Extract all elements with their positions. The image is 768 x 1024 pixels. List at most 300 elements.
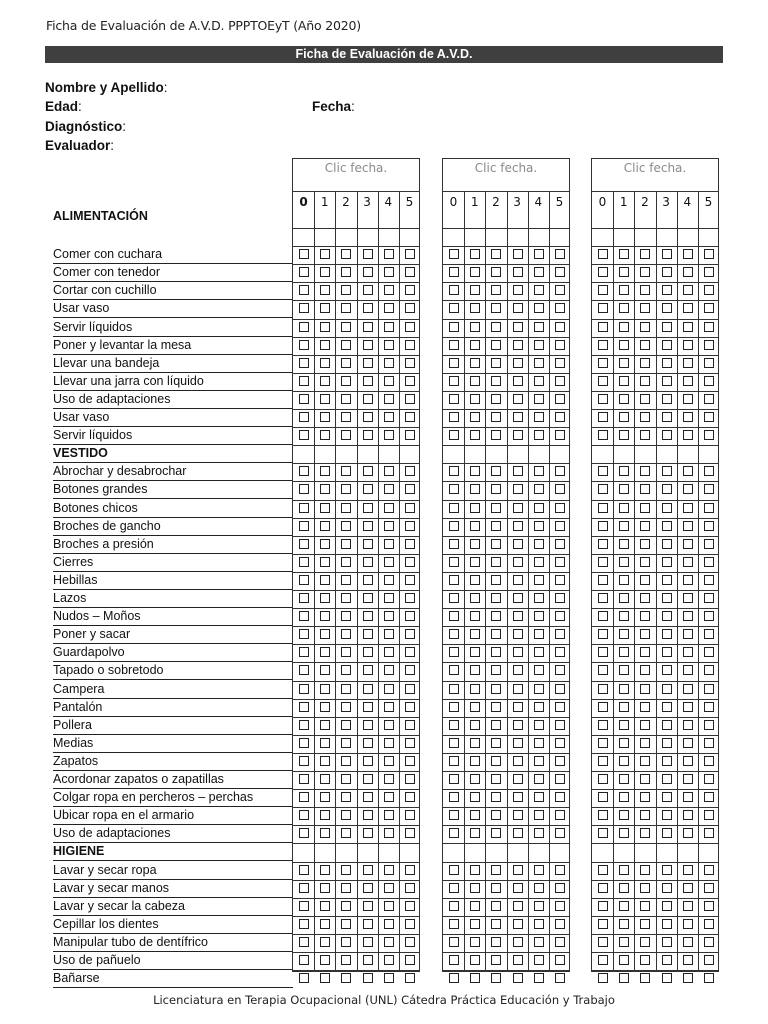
- score-checkbox[interactable]: [598, 484, 608, 494]
- score-checkbox[interactable]: [341, 647, 351, 657]
- score-checkbox[interactable]: [449, 647, 459, 657]
- score-checkbox[interactable]: [640, 521, 650, 531]
- score-checkbox[interactable]: [534, 684, 544, 694]
- score-checkbox[interactable]: [320, 684, 330, 694]
- score-checkbox[interactable]: [640, 647, 650, 657]
- score-checkbox[interactable]: [299, 919, 309, 929]
- diagnostico-field[interactable]: [45, 119, 126, 134]
- score-checkbox[interactable]: [619, 575, 629, 585]
- score-checkbox[interactable]: [598, 937, 608, 947]
- score-checkbox[interactable]: [662, 828, 672, 838]
- score-checkbox[interactable]: [384, 901, 394, 911]
- score-checkbox[interactable]: [405, 484, 415, 494]
- score-checkbox[interactable]: [640, 340, 650, 350]
- score-checkbox[interactable]: [470, 756, 480, 766]
- score-checkbox[interactable]: [320, 828, 330, 838]
- score-checkbox[interactable]: [299, 611, 309, 621]
- score-checkbox[interactable]: [384, 557, 394, 567]
- score-checkbox[interactable]: [513, 412, 523, 422]
- score-checkbox[interactable]: [363, 267, 373, 277]
- score-checkbox[interactable]: [470, 322, 480, 332]
- score-checkbox[interactable]: [320, 394, 330, 404]
- score-checkbox[interactable]: [662, 521, 672, 531]
- score-checkbox[interactable]: [384, 358, 394, 368]
- score-checkbox[interactable]: [491, 738, 501, 748]
- score-checkbox[interactable]: [555, 340, 565, 350]
- score-checkbox[interactable]: [341, 394, 351, 404]
- score-checkbox[interactable]: [640, 792, 650, 802]
- score-checkbox[interactable]: [555, 919, 565, 929]
- score-checkbox[interactable]: [384, 430, 394, 440]
- score-checkbox[interactable]: [534, 865, 544, 875]
- score-checkbox[interactable]: [598, 267, 608, 277]
- score-checkbox[interactable]: [384, 919, 394, 929]
- score-checkbox[interactable]: [405, 503, 415, 513]
- score-checkbox[interactable]: [363, 593, 373, 603]
- score-checkbox[interactable]: [299, 466, 309, 476]
- score-checkbox[interactable]: [449, 358, 459, 368]
- score-checkbox[interactable]: [555, 322, 565, 332]
- score-checkbox[interactable]: [555, 539, 565, 549]
- score-checkbox[interactable]: [491, 358, 501, 368]
- score-checkbox[interactable]: [405, 358, 415, 368]
- score-checkbox[interactable]: [449, 828, 459, 838]
- score-checkbox[interactable]: [320, 919, 330, 929]
- score-checkbox[interactable]: [662, 267, 672, 277]
- score-checkbox[interactable]: [299, 340, 309, 350]
- score-checkbox[interactable]: [320, 973, 330, 983]
- score-checkbox[interactable]: [704, 593, 714, 603]
- score-checkbox[interactable]: [491, 539, 501, 549]
- score-checkbox[interactable]: [683, 973, 693, 983]
- score-checkbox[interactable]: [704, 738, 714, 748]
- score-checkbox[interactable]: [662, 484, 672, 494]
- score-checkbox[interactable]: [405, 684, 415, 694]
- score-checkbox[interactable]: [405, 412, 415, 422]
- score-checkbox[interactable]: [449, 575, 459, 585]
- score-checkbox[interactable]: [363, 720, 373, 730]
- score-checkbox[interactable]: [470, 503, 480, 513]
- score-checkbox[interactable]: [640, 774, 650, 784]
- score-checkbox[interactable]: [299, 267, 309, 277]
- score-checkbox[interactable]: [640, 430, 650, 440]
- score-checkbox[interactable]: [341, 267, 351, 277]
- score-checkbox[interactable]: [640, 322, 650, 332]
- score-checkbox[interactable]: [470, 865, 480, 875]
- score-checkbox[interactable]: [683, 285, 693, 295]
- score-checkbox[interactable]: [534, 412, 544, 422]
- score-checkbox[interactable]: [491, 792, 501, 802]
- score-checkbox[interactable]: [555, 973, 565, 983]
- score-checkbox[interactable]: [299, 684, 309, 694]
- score-checkbox[interactable]: [405, 774, 415, 784]
- score-checkbox[interactable]: [449, 792, 459, 802]
- score-checkbox[interactable]: [341, 774, 351, 784]
- score-checkbox[interactable]: [640, 466, 650, 476]
- score-checkbox[interactable]: [341, 521, 351, 531]
- score-checkbox[interactable]: [598, 629, 608, 639]
- score-checkbox[interactable]: [449, 430, 459, 440]
- score-checkbox[interactable]: [555, 611, 565, 621]
- score-checkbox[interactable]: [405, 593, 415, 603]
- score-checkbox[interactable]: [405, 394, 415, 404]
- score-checkbox[interactable]: [662, 412, 672, 422]
- score-checkbox[interactable]: [619, 865, 629, 875]
- score-checkbox[interactable]: [598, 738, 608, 748]
- score-checkbox[interactable]: [555, 937, 565, 947]
- score-checkbox[interactable]: [598, 810, 608, 820]
- score-checkbox[interactable]: [704, 919, 714, 929]
- score-checkbox[interactable]: [341, 738, 351, 748]
- score-checkbox[interactable]: [555, 503, 565, 513]
- score-checkbox[interactable]: [299, 865, 309, 875]
- score-checkbox[interactable]: [683, 629, 693, 639]
- score-checkbox[interactable]: [470, 702, 480, 712]
- score-checkbox[interactable]: [598, 684, 608, 694]
- score-checkbox[interactable]: [491, 412, 501, 422]
- score-checkbox[interactable]: [704, 756, 714, 766]
- score-checkbox[interactable]: [299, 249, 309, 259]
- score-checkbox[interactable]: [619, 521, 629, 531]
- score-checkbox[interactable]: [513, 593, 523, 603]
- nombre-field[interactable]: [45, 80, 168, 95]
- score-checkbox[interactable]: [598, 828, 608, 838]
- score-checkbox[interactable]: [384, 865, 394, 875]
- score-checkbox[interactable]: [534, 358, 544, 368]
- score-checkbox[interactable]: [683, 883, 693, 893]
- score-checkbox[interactable]: [704, 466, 714, 476]
- score-checkbox[interactable]: [363, 774, 373, 784]
- score-checkbox[interactable]: [683, 720, 693, 730]
- score-checkbox[interactable]: [341, 611, 351, 621]
- score-checkbox[interactable]: [619, 593, 629, 603]
- score-checkbox[interactable]: [384, 575, 394, 585]
- score-checkbox[interactable]: [662, 394, 672, 404]
- score-checkbox[interactable]: [363, 647, 373, 657]
- score-checkbox[interactable]: [534, 430, 544, 440]
- score-checkbox[interactable]: [470, 684, 480, 694]
- evaluador-field[interactable]: [45, 138, 114, 153]
- score-checkbox[interactable]: [704, 303, 714, 313]
- score-checkbox[interactable]: [662, 684, 672, 694]
- score-checkbox[interactable]: [341, 684, 351, 694]
- score-checkbox[interactable]: [662, 539, 672, 549]
- score-checkbox[interactable]: [704, 358, 714, 368]
- score-checkbox[interactable]: [619, 792, 629, 802]
- score-checkbox[interactable]: [704, 865, 714, 875]
- score-checkbox[interactable]: [662, 792, 672, 802]
- score-checkbox[interactable]: [449, 394, 459, 404]
- score-checkbox[interactable]: [341, 901, 351, 911]
- score-checkbox[interactable]: [341, 973, 351, 983]
- date-picker[interactable]: Clic fecha.: [592, 159, 718, 192]
- score-checkbox[interactable]: [619, 901, 629, 911]
- score-checkbox[interactable]: [640, 267, 650, 277]
- score-checkbox[interactable]: [704, 720, 714, 730]
- score-checkbox[interactable]: [299, 738, 309, 748]
- score-checkbox[interactable]: [513, 557, 523, 567]
- score-checkbox[interactable]: [704, 484, 714, 494]
- score-checkbox[interactable]: [449, 937, 459, 947]
- score-checkbox[interactable]: [363, 340, 373, 350]
- score-checkbox[interactable]: [534, 521, 544, 531]
- score-checkbox[interactable]: [405, 883, 415, 893]
- score-checkbox[interactable]: [513, 684, 523, 694]
- score-checkbox[interactable]: [704, 810, 714, 820]
- score-checkbox[interactable]: [363, 484, 373, 494]
- score-checkbox[interactable]: [662, 901, 672, 911]
- score-checkbox[interactable]: [341, 955, 351, 965]
- score-checkbox[interactable]: [534, 629, 544, 639]
- score-checkbox[interactable]: [704, 521, 714, 531]
- score-checkbox[interactable]: [341, 539, 351, 549]
- score-checkbox[interactable]: [341, 828, 351, 838]
- score-checkbox[interactable]: [683, 774, 693, 784]
- score-checkbox[interactable]: [704, 430, 714, 440]
- score-checkbox[interactable]: [513, 303, 523, 313]
- score-checkbox[interactable]: [384, 810, 394, 820]
- score-checkbox[interactable]: [598, 358, 608, 368]
- score-checkbox[interactable]: [619, 285, 629, 295]
- score-checkbox[interactable]: [299, 503, 309, 513]
- score-checkbox[interactable]: [405, 249, 415, 259]
- score-checkbox[interactable]: [341, 376, 351, 386]
- score-checkbox[interactable]: [640, 303, 650, 313]
- score-checkbox[interactable]: [640, 810, 650, 820]
- score-checkbox[interactable]: [513, 828, 523, 838]
- score-checkbox[interactable]: [619, 955, 629, 965]
- score-checkbox[interactable]: [363, 285, 373, 295]
- score-checkbox[interactable]: [534, 720, 544, 730]
- score-checkbox[interactable]: [320, 322, 330, 332]
- score-checkbox[interactable]: [683, 249, 693, 259]
- score-checkbox[interactable]: [363, 575, 373, 585]
- score-checkbox[interactable]: [341, 702, 351, 712]
- score-checkbox[interactable]: [320, 756, 330, 766]
- score-checkbox[interactable]: [363, 738, 373, 748]
- score-checkbox[interactable]: [513, 539, 523, 549]
- score-checkbox[interactable]: [534, 955, 544, 965]
- score-checkbox[interactable]: [513, 629, 523, 639]
- score-checkbox[interactable]: [299, 937, 309, 947]
- score-checkbox[interactable]: [619, 322, 629, 332]
- score-checkbox[interactable]: [320, 901, 330, 911]
- score-checkbox[interactable]: [662, 340, 672, 350]
- score-checkbox[interactable]: [640, 557, 650, 567]
- score-checkbox[interactable]: [470, 883, 480, 893]
- score-checkbox[interactable]: [449, 955, 459, 965]
- score-checkbox[interactable]: [320, 521, 330, 531]
- score-checkbox[interactable]: [662, 738, 672, 748]
- score-checkbox[interactable]: [299, 828, 309, 838]
- score-checkbox[interactable]: [598, 901, 608, 911]
- score-checkbox[interactable]: [384, 503, 394, 513]
- score-checkbox[interactable]: [405, 720, 415, 730]
- score-checkbox[interactable]: [534, 557, 544, 567]
- score-checkbox[interactable]: [683, 539, 693, 549]
- score-checkbox[interactable]: [449, 665, 459, 675]
- score-checkbox[interactable]: [619, 774, 629, 784]
- score-checkbox[interactable]: [683, 865, 693, 875]
- score-checkbox[interactable]: [405, 267, 415, 277]
- score-checkbox[interactable]: [405, 629, 415, 639]
- score-checkbox[interactable]: [405, 322, 415, 332]
- score-checkbox[interactable]: [341, 865, 351, 875]
- score-checkbox[interactable]: [683, 684, 693, 694]
- score-checkbox[interactable]: [662, 702, 672, 712]
- score-checkbox[interactable]: [341, 412, 351, 422]
- score-checkbox[interactable]: [405, 285, 415, 295]
- score-checkbox[interactable]: [449, 412, 459, 422]
- score-checkbox[interactable]: [619, 484, 629, 494]
- score-checkbox[interactable]: [341, 593, 351, 603]
- score-checkbox[interactable]: [405, 901, 415, 911]
- score-checkbox[interactable]: [320, 430, 330, 440]
- score-checkbox[interactable]: [470, 973, 480, 983]
- score-checkbox[interactable]: [491, 611, 501, 621]
- score-checkbox[interactable]: [683, 322, 693, 332]
- score-checkbox[interactable]: [320, 774, 330, 784]
- score-checkbox[interactable]: [384, 883, 394, 893]
- score-checkbox[interactable]: [555, 738, 565, 748]
- score-checkbox[interactable]: [555, 376, 565, 386]
- score-checkbox[interactable]: [363, 412, 373, 422]
- score-checkbox[interactable]: [662, 430, 672, 440]
- score-checkbox[interactable]: [598, 611, 608, 621]
- score-checkbox[interactable]: [363, 611, 373, 621]
- score-checkbox[interactable]: [683, 828, 693, 838]
- score-checkbox[interactable]: [704, 611, 714, 621]
- score-checkbox[interactable]: [704, 684, 714, 694]
- score-checkbox[interactable]: [491, 665, 501, 675]
- score-checkbox[interactable]: [470, 430, 480, 440]
- score-checkbox[interactable]: [449, 267, 459, 277]
- score-checkbox[interactable]: [470, 901, 480, 911]
- score-checkbox[interactable]: [470, 774, 480, 784]
- score-checkbox[interactable]: [534, 611, 544, 621]
- score-checkbox[interactable]: [619, 720, 629, 730]
- score-checkbox[interactable]: [384, 249, 394, 259]
- score-checkbox[interactable]: [513, 285, 523, 295]
- score-checkbox[interactable]: [384, 521, 394, 531]
- score-checkbox[interactable]: [320, 376, 330, 386]
- score-checkbox[interactable]: [619, 810, 629, 820]
- score-checkbox[interactable]: [299, 810, 309, 820]
- score-checkbox[interactable]: [683, 521, 693, 531]
- score-checkbox[interactable]: [470, 539, 480, 549]
- score-checkbox[interactable]: [470, 665, 480, 675]
- score-checkbox[interactable]: [405, 340, 415, 350]
- score-checkbox[interactable]: [491, 702, 501, 712]
- score-checkbox[interactable]: [598, 919, 608, 929]
- score-checkbox[interactable]: [640, 720, 650, 730]
- score-checkbox[interactable]: [662, 665, 672, 675]
- score-checkbox[interactable]: [320, 466, 330, 476]
- score-checkbox[interactable]: [299, 484, 309, 494]
- score-checkbox[interactable]: [299, 901, 309, 911]
- score-checkbox[interactable]: [363, 973, 373, 983]
- score-checkbox[interactable]: [683, 937, 693, 947]
- score-checkbox[interactable]: [299, 774, 309, 784]
- score-checkbox[interactable]: [662, 285, 672, 295]
- score-checkbox[interactable]: [299, 575, 309, 585]
- score-checkbox[interactable]: [704, 249, 714, 259]
- score-checkbox[interactable]: [513, 503, 523, 513]
- score-checkbox[interactable]: [534, 738, 544, 748]
- score-checkbox[interactable]: [513, 774, 523, 784]
- score-checkbox[interactable]: [363, 521, 373, 531]
- score-checkbox[interactable]: [513, 358, 523, 368]
- score-checkbox[interactable]: [384, 629, 394, 639]
- score-checkbox[interactable]: [619, 883, 629, 893]
- score-checkbox[interactable]: [534, 756, 544, 766]
- score-checkbox[interactable]: [363, 810, 373, 820]
- score-checkbox[interactable]: [491, 955, 501, 965]
- score-checkbox[interactable]: [513, 955, 523, 965]
- score-checkbox[interactable]: [534, 901, 544, 911]
- score-checkbox[interactable]: [640, 901, 650, 911]
- score-checkbox[interactable]: [320, 340, 330, 350]
- score-checkbox[interactable]: [363, 937, 373, 947]
- score-checkbox[interactable]: [704, 973, 714, 983]
- score-checkbox[interactable]: [555, 955, 565, 965]
- score-checkbox[interactable]: [513, 720, 523, 730]
- score-checkbox[interactable]: [662, 865, 672, 875]
- score-checkbox[interactable]: [662, 503, 672, 513]
- score-checkbox[interactable]: [640, 629, 650, 639]
- score-checkbox[interactable]: [449, 322, 459, 332]
- score-checkbox[interactable]: [683, 376, 693, 386]
- score-checkbox[interactable]: [598, 466, 608, 476]
- score-checkbox[interactable]: [320, 937, 330, 947]
- score-checkbox[interactable]: [341, 919, 351, 929]
- score-checkbox[interactable]: [683, 955, 693, 965]
- score-checkbox[interactable]: [598, 340, 608, 350]
- score-checkbox[interactable]: [534, 340, 544, 350]
- score-checkbox[interactable]: [470, 611, 480, 621]
- score-checkbox[interactable]: [491, 267, 501, 277]
- score-checkbox[interactable]: [619, 539, 629, 549]
- score-checkbox[interactable]: [384, 774, 394, 784]
- score-checkbox[interactable]: [513, 484, 523, 494]
- score-checkbox[interactable]: [341, 665, 351, 675]
- score-checkbox[interactable]: [513, 394, 523, 404]
- score-checkbox[interactable]: [534, 466, 544, 476]
- score-checkbox[interactable]: [384, 340, 394, 350]
- score-checkbox[interactable]: [619, 702, 629, 712]
- score-checkbox[interactable]: [384, 322, 394, 332]
- score-checkbox[interactable]: [405, 955, 415, 965]
- score-checkbox[interactable]: [513, 376, 523, 386]
- score-checkbox[interactable]: [662, 249, 672, 259]
- score-checkbox[interactable]: [704, 267, 714, 277]
- score-checkbox[interactable]: [683, 575, 693, 585]
- score-checkbox[interactable]: [405, 647, 415, 657]
- score-checkbox[interactable]: [299, 702, 309, 712]
- score-checkbox[interactable]: [683, 394, 693, 404]
- score-checkbox[interactable]: [683, 792, 693, 802]
- score-checkbox[interactable]: [640, 503, 650, 513]
- score-checkbox[interactable]: [470, 303, 480, 313]
- score-checkbox[interactable]: [363, 955, 373, 965]
- score-checkbox[interactable]: [363, 901, 373, 911]
- score-checkbox[interactable]: [598, 665, 608, 675]
- score-checkbox[interactable]: [683, 647, 693, 657]
- score-checkbox[interactable]: [449, 720, 459, 730]
- score-checkbox[interactable]: [662, 376, 672, 386]
- score-checkbox[interactable]: [640, 249, 650, 259]
- score-checkbox[interactable]: [320, 647, 330, 657]
